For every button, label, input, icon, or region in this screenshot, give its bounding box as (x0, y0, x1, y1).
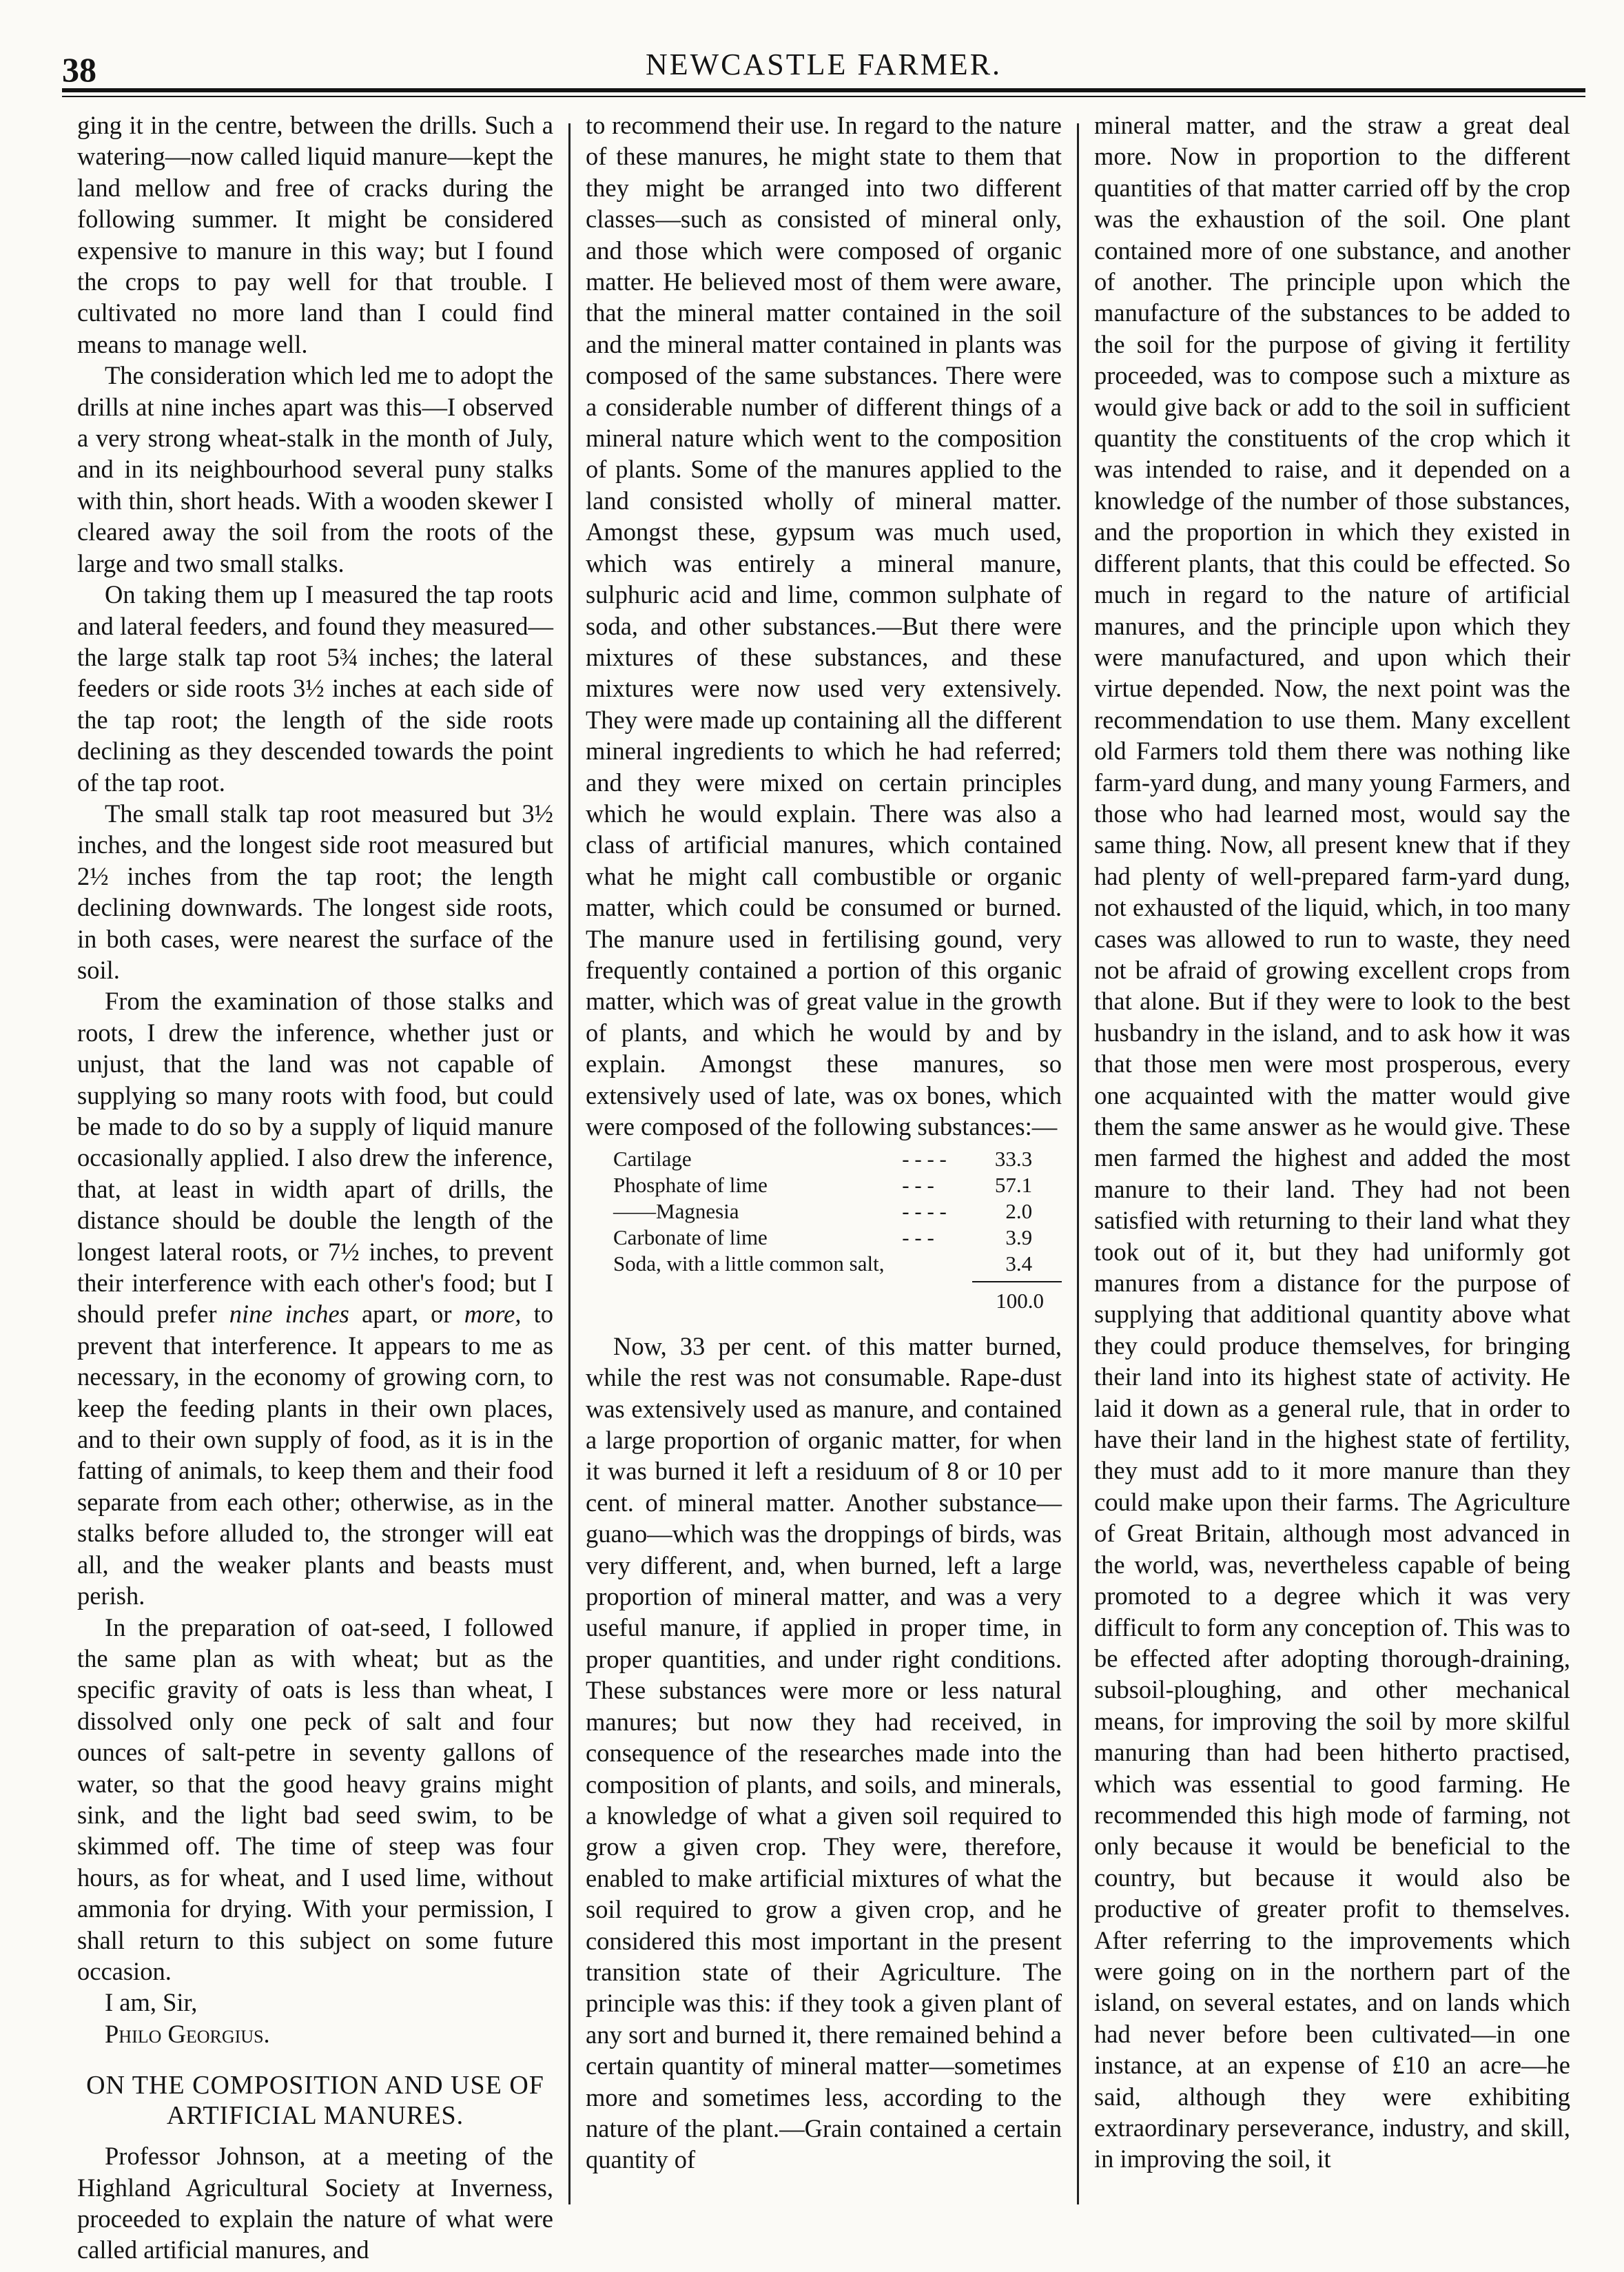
text-run: apart, or (349, 1300, 464, 1329)
bone-composition-table (613, 1146, 1032, 1277)
column-3 (1079, 110, 1585, 2232)
paragraph: mineral matter, and the straw a great deal more. Now in proportion to the different quantities of that matter carried off by the crop was the exhaustion of the soil. One plant contained more of one substance, and another of another. The principle upon which the manufacture of the substances to be added to the soil for the purpose of giving it fertility proceeded, was to compose such a mixture as would give back or add to the soil in sufficient quantity the constituents of the crop which it was intended to raise, and it depended on a knowledge of the number of those substances, and the proportion in which they existed in different plants, that this could be effected. So much in regard to the nature of artificial manures, and the principle upon which they were manufactured, and upon which their virtue depended. Now, the next point was the recommendation to use them. Many excellent old Farmers told them there was nothing like farm-yard dung, and many young Farmers, and those who had learned most, would say the same thing. Now, all present knew that if they had plenty of well-prepared farm-yard dung, not exhausted of the liquid, which, in too many cases was allowed to run to waste, they need not be afraid of growing excellent crops from that alone. But if they were to look to the best husbandry in the island, and to ask how it was that those men were most prosperous, every one acquainted with the matter would give them the same answer as he would give. These men farmed the highest and added the most manure to their land. They had not been satisfied with returning to their land what they took out of it, but they had uniformly got manures from a distance for the purpose of supplying that additional quantity above what they could produce themselves, for bringing their land into its highest state of activity. He laid it down as a general rule, that in order to have their land in the highest state of fertility, they must add to it more manure than they could make upon their farms. The Agriculture of Great Britain, although most advanced in the world, was, nevertheless capable of being promoted to a degree which it was very difficult to form any conception of. This was to be effected after adopting thorough-draining, subsoil-ploughing, and other mechanical means, for improving the soil by more skilful manuring than had been hitherto practised, which was essential to good farming. He recommended this high mode of farming, not only because it would be beneficial to the country, but because it would also be productive of greater profit to themselves. After referring to the improvements which were going on in the northern part of the island, on several estates, and on lands which had never before been cultivated—in one instance, at an expense of £10 an acre—he said, although they were exhibiting extraordinary perseverance, industry, and skill, in improving the soil, it (1094, 111, 1571, 2173)
table-leader-dots: - - - (902, 1173, 934, 1198)
table-value: 2.0 (1005, 1199, 1033, 1224)
table-row (613, 1172, 1032, 1198)
paragraph: Professor Johnson, at a meeting of the Highland Agricultural Society at Inverness, proceeded to explain the nature of what were called artificial manures, and (77, 2142, 553, 2264)
text-run: From the examination of those stalks and roots, I drew the inference, whether just or unjust, that the land was not capable of supplying so many roots with food, but could be made to do so by a supply of liquid manure occasionally applied. I also drew the inference, that, at least in width apart of drills, the distance should be double the length of the longest lateral roots, or 7½ inches, to prevent their interference with each other's food; but I should prefer (77, 987, 553, 1329)
paragraph: The small stalk tap root measured but 3½ inches, and the longest side root measured but 2½ inches from the tap root; the length declining downwards. The longest side roots, in both cases, were nearest the surface of the soil. (77, 799, 553, 984)
emphasis: nine inches (229, 1300, 349, 1329)
text-run: to prevent that interference. It appears to me as necessary, in the economy of growing corn, to keep the feeding plants in their own places, and to their own supply of food, as it is in the fatting of animals, to keep them and their food separate from each other; otherwise, as in the stalks before alluded to, the stronger will eat all, and the weaker plants and beasts must perish. (77, 1300, 553, 1610)
total-rule (972, 1281, 1062, 1282)
header-rule-thick (62, 88, 1585, 92)
table-value: 3.4 (1005, 1251, 1033, 1276)
table-item: Carbonate of lime (613, 1225, 768, 1250)
paragraph: In the preparation of oat-seed, I followed the same plan as with wheat; but as the specific gravity of oats is less than wheat, I dissolved only one peck of salt and four ounces of salt-petre in seventy gallons of water, so that the good heavy grains might sink, and the light bad seed swim, to be skimmed off. The time of steep was four hours, as for wheat, and I used lime, without ammonia for drying. With your permission, I shall return to this subject on some future occasion. (77, 1613, 553, 1985)
column-1 (62, 110, 568, 2264)
table-row (613, 1251, 1032, 1277)
table-leader-dots: - - - - (902, 1199, 947, 1224)
article-title: ON THE COMPOSITION AND USE OF ARTIFICIAL MANURES. (86, 2071, 544, 2131)
table-item: Phosphate of lime (613, 1173, 768, 1198)
letter-signature: Philo Georgius. (105, 2019, 270, 2048)
paragraph: ging it in the centre, between the drills. Such a watering—now called liquid manure—kept the land mellow and free of cracks during the following summer. It might be considered expensive to manure in this way; but I found the crops to pay well for that trouble. I cultivated no more land than I could find means to manage well. (77, 111, 553, 358)
table-item: Soda, with a little common salt, (613, 1251, 885, 1276)
page-header (62, 19, 1585, 89)
table-leader-dots: - - - (902, 1225, 934, 1250)
table-leader-dots (902, 1251, 949, 1277)
table-value: 3.9 (1005, 1225, 1033, 1250)
table-item: ——Magnesia (613, 1199, 739, 1224)
table-row (613, 1146, 1032, 1172)
table-total: 100.0 (996, 1289, 1044, 1313)
emphasis: more, (464, 1300, 522, 1329)
table-value: 57.1 (994, 1173, 1033, 1198)
table-leader-dots: - - - - (902, 1147, 947, 1171)
paragraph: On taking them up I measured the tap roots and lateral feeders, and found they measured—the large stalk tap root 5¾ inches; the lateral feeders or side roots 3½ inches at each side of the tap root; the length of the side roots declining as they descended towards the point of the tap root. (77, 580, 553, 797)
letter-closing: I am, Sir, (105, 1988, 198, 2017)
table-row (613, 1198, 1032, 1225)
table-item: Cartilage (613, 1147, 692, 1171)
header-rule-thin (62, 96, 1585, 97)
table-value: 33.3 (994, 1147, 1033, 1171)
page-number: 38 (62, 50, 96, 89)
table-row (613, 1225, 1032, 1251)
paragraph: Now, 33 per cent. of this matter burned, while the rest was not consumable. Rape-dust was extensively used as manure, and contained a large proportion of organic matter, for when it was burned it left a residuum of 8 or 10 per cent. of mineral matter. Another substance—guano—which was the droppings of birds, was very different, and, when burned, left a large proportion of mineral matter, and was a very useful manure, if applied in proper time, in proper quantities, and under right conditions. These substances were more or less natural manures; but now they had received, in consequence of the researches made into the composition of plants, and soils, and minerals, a knowledge of what a given soil required to grow a given crop. They were, therefore, enabled to make artificial mixtures of what the soil required to grow a given crop, and he considered this most important in the present transition state of their Agriculture. The principle was this: if they took a given plant of any sort and burned it, there remained behind a certain quantity of mineral matter—sometimes more and sometimes less, according to the nature of the plant.—Grain contained a certain quantity of (586, 1331, 1062, 2174)
paragraph: to recommend their use. In regard to the nature of these manures, he might state to them that they might be arranged into two different classes—such as consisted of mineral only, and those which were composed of organic matter. He believed most of them were aware, that the mineral matter contained in the soil and the mineral matter contained in plants was composed of the same substances. There were a considerable number of different things of a mineral nature which went to the composition of plants. Some of the manures applied to the land consisted wholly of mineral matter. Amongst these, gypsum was much used, which was entirely a mineral manure, sulphuric acid and lime, common sulphate of soda, and other substances.—But there were mixtures of these substances, and these mixtures were now used very extensively. They were made up containing all the different mineral ingredients to which he had referred; and they were mixed on certain principles which he would explain. There was also a class of artificial manures, which contained what he might call combustible or organic matter, which could be consumed or burned. The manure used in fertilising gound, very frequently contained a portion of this organic matter, which was of great value in the growth of plants, and which he would by and by explain. Amongst these manures, so extensively used of late, was ox bones, which were composed of the following substances:— (586, 111, 1062, 1140)
paragraph: The consideration which led me to adopt the drills at nine inches apart was this—I observed a very strong wheat-stalk in the month of July, and in its neighbourhood several puny stalks with thin, short heads. With a wooden skewer I cleared away the soil from the roots of the large and two small stalks. (77, 361, 553, 577)
text-columns (62, 110, 1585, 2264)
running-title: NEWCASTLE FARMER. (645, 48, 1003, 81)
column-2 (571, 110, 1077, 2232)
paragraph (77, 985, 553, 1611)
